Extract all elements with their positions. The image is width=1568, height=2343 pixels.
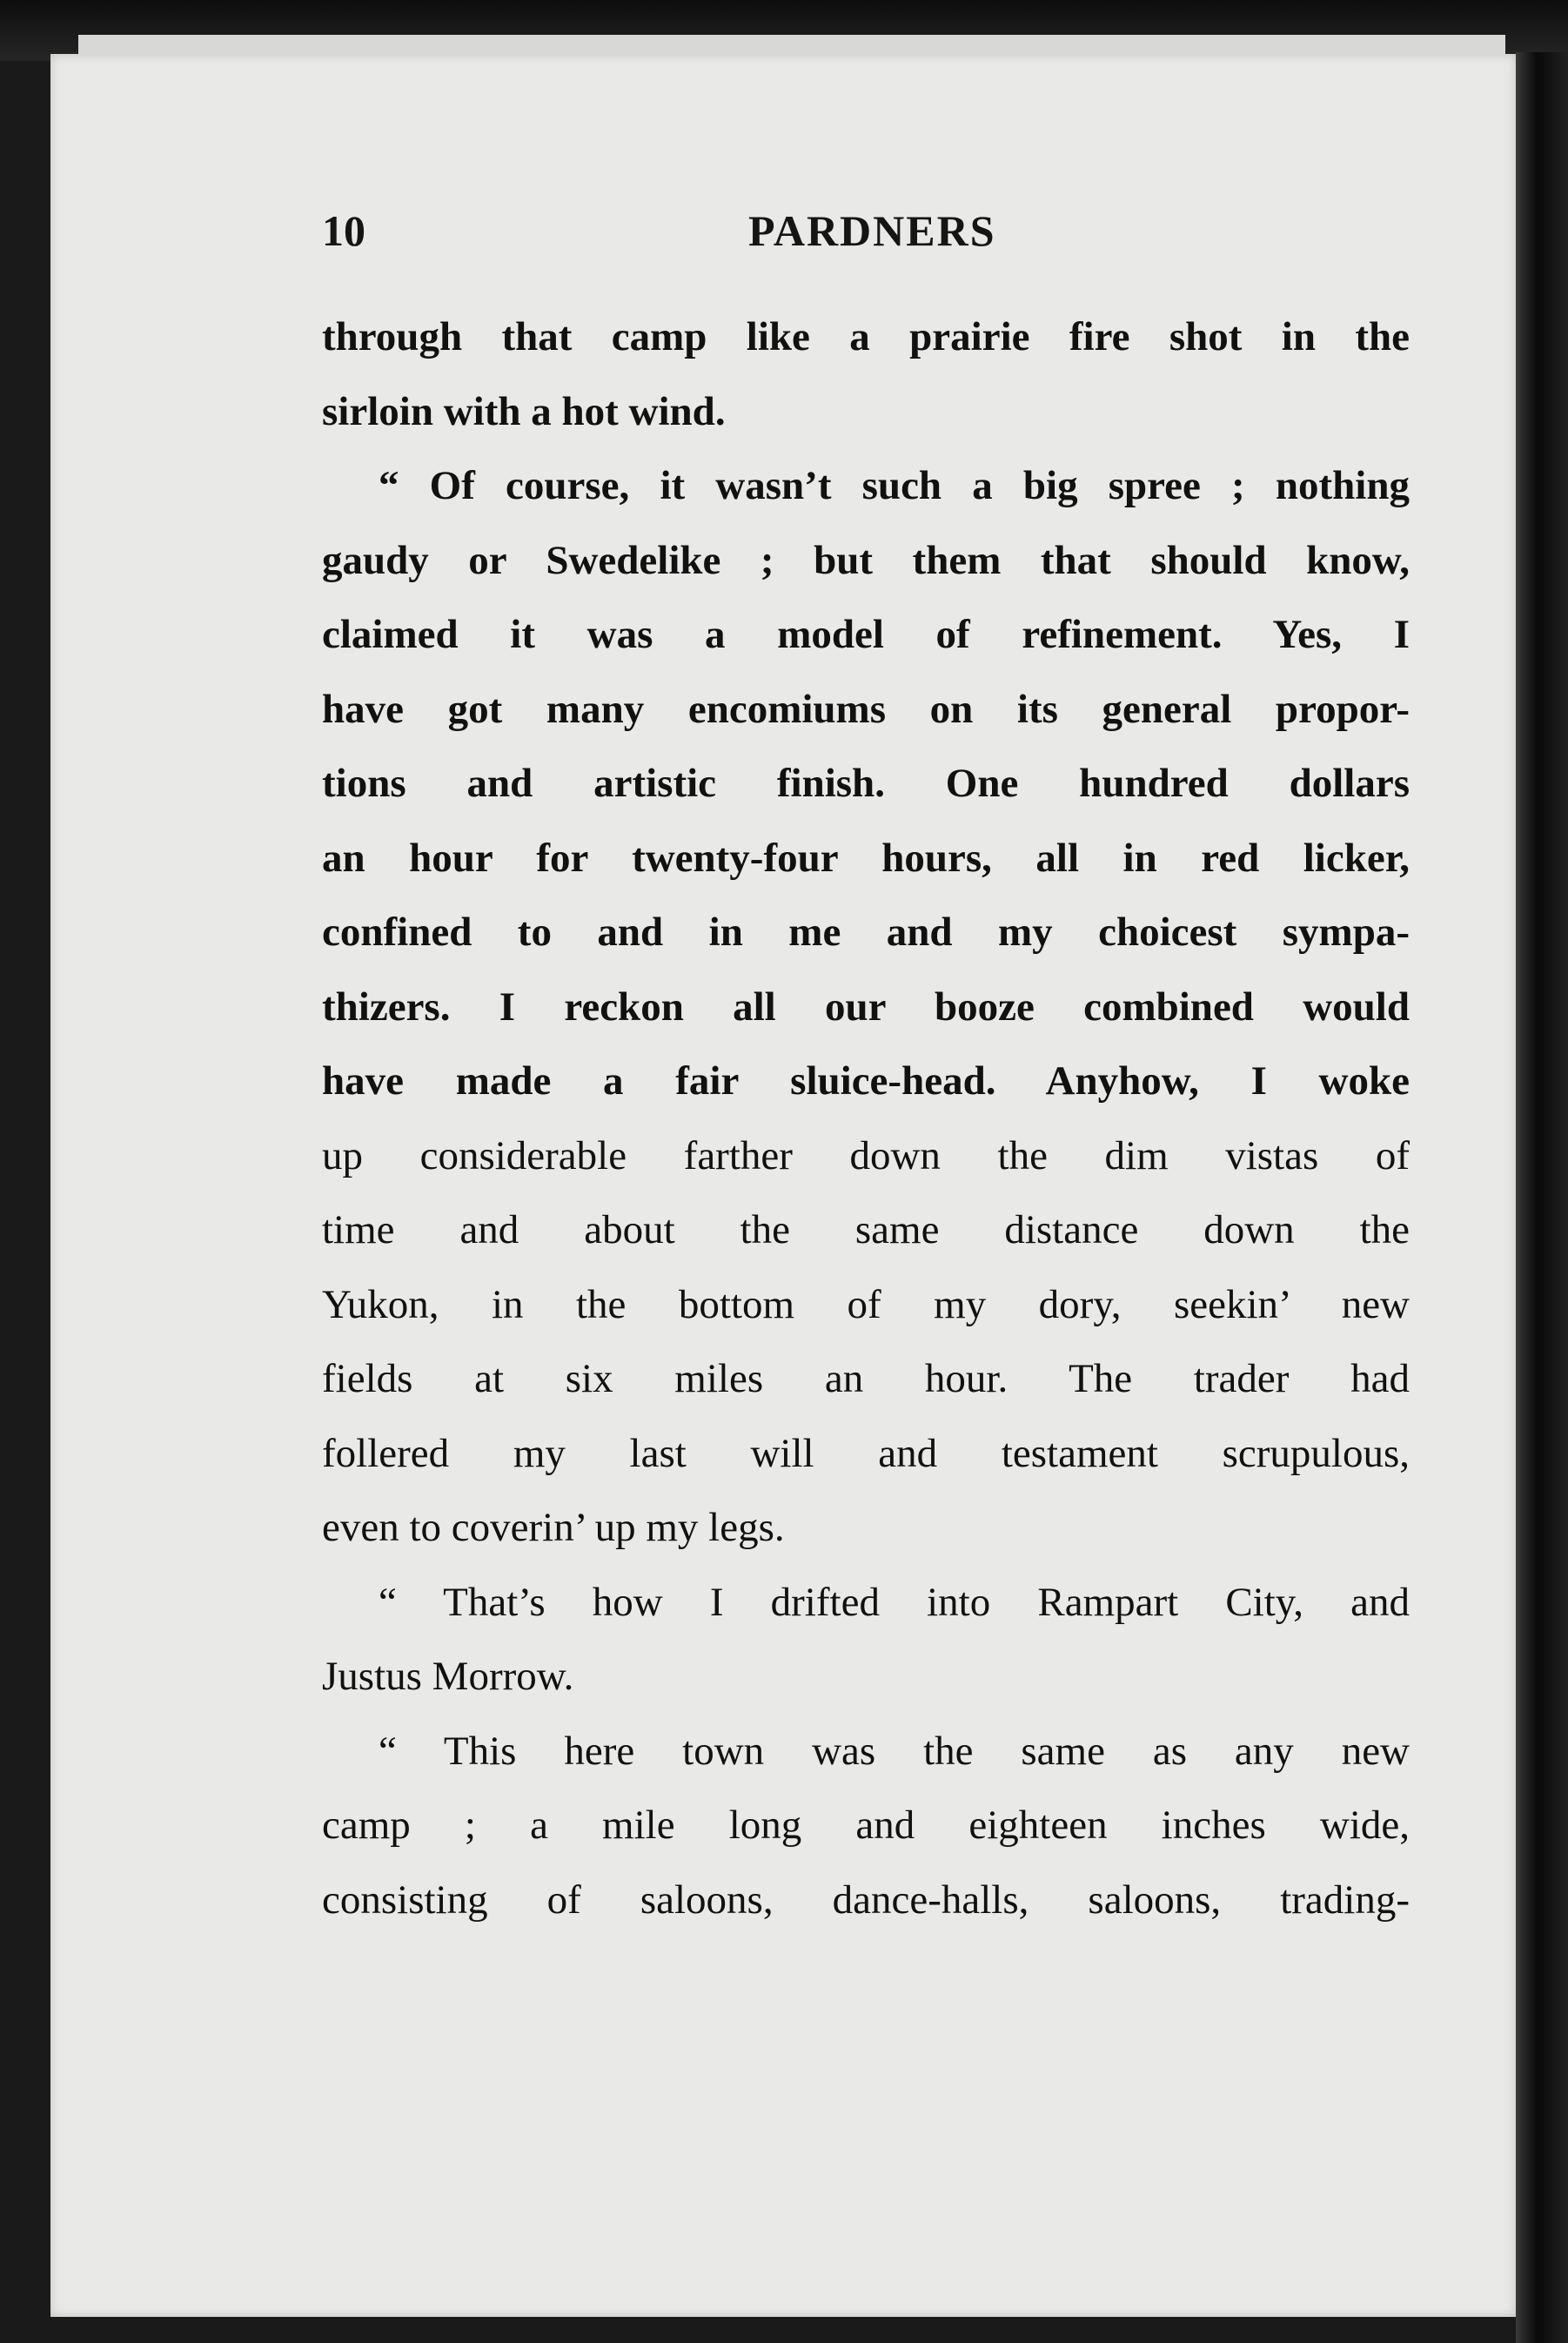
book-spine: [1516, 52, 1568, 2343]
text-line: Justus Morrow.: [322, 1654, 574, 1699]
text-line: have made a fair sluice-head. Anyhow, I woke: [322, 1058, 1410, 1104]
text-line: Yukon, in the bottom of my dory, seekin’ new: [322, 1281, 1410, 1327]
text-line: claimed it was a model of refinement. Yes, I: [322, 612, 1410, 657]
page-header: [322, 200, 1035, 261]
text-line: have got many encomiums on its general propor-: [322, 686, 1410, 732]
text-line: camp ; a mile long and eighteen inches wide,: [322, 1803, 1410, 1848]
text-line: up considerable farther down the dim vistas of: [322, 1132, 1410, 1178]
text-line: through that camp like a prairie fire shot in the: [322, 314, 1410, 359]
text-line: an hour for twenty-four hours, all in red licker,: [322, 835, 1410, 881]
running-head: PARDNERS: [748, 206, 996, 255]
text-line: even to coverin’ up my legs.: [322, 1505, 785, 1550]
text-line: thizers. I reckon all our booze combined would: [322, 984, 1410, 1030]
text-line: gaudy or Swedelike ; but them that should know,: [322, 537, 1410, 583]
text-line: “ This here town was the same as any new: [379, 1728, 1410, 1774]
page-number: 10: [322, 206, 365, 255]
page-edge: [78, 35, 1505, 54]
text-line: fields at six miles an hour. The trader had: [322, 1356, 1410, 1401]
text-line: “ Of course, it wasn’t such a big spree ; nothing: [379, 463, 1410, 508]
text-line: “ That’s how I drifted into Rampart City, and: [379, 1579, 1410, 1625]
text-line: sirloin with a hot wind.: [322, 388, 726, 434]
text-line: consisting of saloons, dance-halls, saloons, trading-: [322, 1876, 1410, 1923]
body-text: [322, 300, 1410, 1937]
text-line: confined to and in me and my choicest sympa-: [322, 910, 1410, 955]
text-line: time and about the same distance down the: [322, 1207, 1410, 1252]
text-line: follered my last will and testament scrupulous,: [322, 1430, 1410, 1476]
text-line: tions and artistic finish. One hundred dollars: [322, 761, 1410, 806]
